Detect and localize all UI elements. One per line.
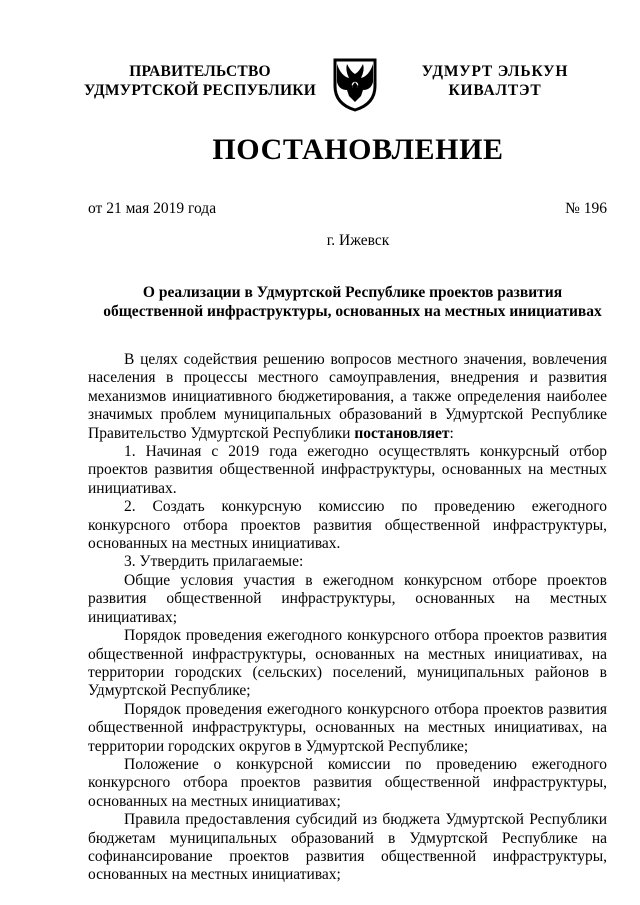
approved-document-5: Правила предоставления субсидий из бюджета Удмуртской Республики бюджетам муниципальных образований в Удмуртской Республике на софинансирование проектов развития общественной инфраструктуры, основанных на местных инициативах; [88, 811, 607, 884]
document-city: г. Ижевск [326, 232, 390, 249]
clause-3: 3. Утвердить прилагаемые: [124, 553, 304, 571]
approved-document-1: Общие условия участия в ежегодном конкурсном отборе проектов развития общественной инфраструктуры, основанных на местных инициативах; [88, 571, 607, 626]
document-subject [100, 283, 605, 321]
resolves-keyword: постановляет [354, 424, 450, 442]
issuer-line-2: УДМУРТСКОЙ РЕСПУБЛИКИ [84, 82, 316, 99]
approved-document-4: Положение о конкурсной комиссии по проведению ежегодного конкурсного отбора проектов развития общественной инфраструктуры, основанных на местных инициативах; [88, 755, 607, 810]
document-body [88, 351, 607, 885]
issuer-name-udmurt [405, 62, 585, 100]
document-number: № 196 [565, 200, 607, 217]
document-type-title: ПОСТАНОВЛЕНИЕ [212, 133, 504, 166]
clause-1: 1. Начиная с 2019 года ежегодно осуществлять конкурсный отбор проектов развития общественной инфраструктуры, основанных на местных инициативах. [88, 443, 607, 497]
issuer-udmurt-line-1: УДМУРТ ЭЛЬКУН [421, 63, 569, 80]
issuer-line-1: ПРАВИТЕЛЬСТВО [129, 63, 271, 80]
subject-line-2: общественной инфраструктуры, основанных на местных инициативах [103, 303, 602, 320]
coat-of-arms-icon [331, 56, 379, 112]
preamble-colon: : [449, 424, 454, 442]
approved-document-3: Порядок проведения ежегодного конкурсного отбора проектов развития общественной инфраструктуры, основанных на местных инициативах, на территории городских округов в Удмуртской Республике; [88, 700, 607, 755]
subject-line-1: О реализации в Удмуртской Республике проектов развития [142, 284, 563, 301]
clause-2: 2. Создать конкурсную комиссию по проведению ежегодного конкурсного отбора проектов развития общественной инфраструктуры, основанных на местных инициативах. [88, 498, 607, 553]
issuer-name-russian [84, 62, 316, 100]
preamble-text: В целях содействия решению вопросов местного значения, вовлечения населения в процессы местного самоуправления, внедрения и развития механизмов инициативного бюджетирования, а также определения наиболее значимых проблем муниципальных образований в Удмуртской Республике Правительство Удмуртской Республики [88, 351, 607, 442]
preamble-paragraph [88, 351, 607, 443]
approved-document-2: Порядок проведения ежегодного конкурсного отбора проектов развития общественной инфраструктуры, основанных на местных инициативах, на территории городских (сельских) поселений, муниципальных районов в Удмуртской Республике; [88, 627, 607, 700]
document-date: от 21 мая 2019 года [88, 200, 217, 217]
issuer-udmurt-line-2: КИВАЛТЭТ [448, 82, 542, 99]
